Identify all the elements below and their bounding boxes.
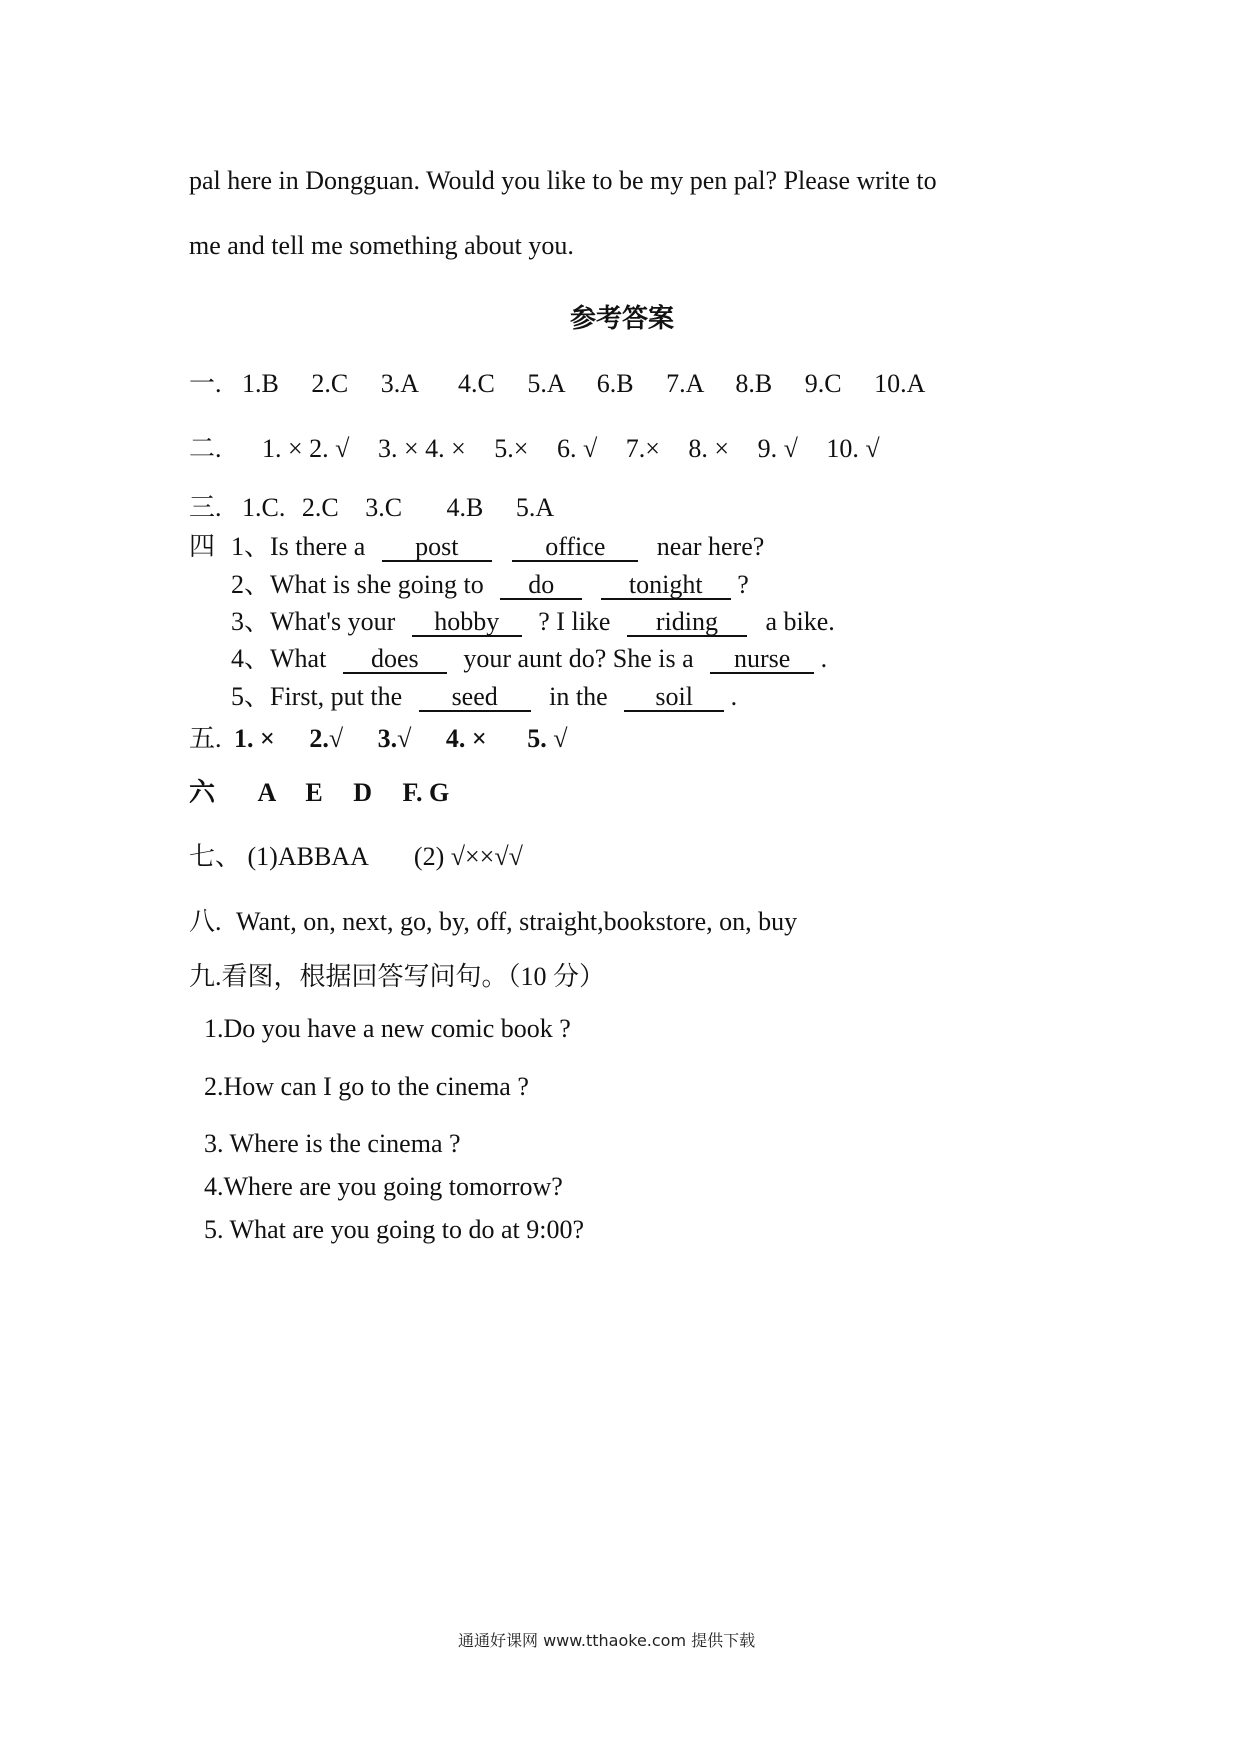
s3-answer: 1.C. [242,493,286,522]
section-6-number: 六 [189,778,216,807]
s4-q4-end: . [820,644,828,673]
s4-q2-blank-2: tonight [601,571,731,600]
s1-answer: 5.A [527,369,565,398]
s9-answer: 5. What are you going to do at 9:00? [204,1215,585,1244]
section-3-number: 三. [189,493,222,522]
s6-answer: A [257,778,275,807]
s9-answer: 2.How can I go to the cinema ? [204,1072,529,1101]
section-8-row [189,901,797,938]
s5-answer: 1. × [234,724,275,753]
s4-question-1 [231,526,764,563]
s1-answer: 6.B [596,369,634,398]
s4-q3-middle: ? I like [538,607,611,636]
s9-answer: 1.Do you have a new comic book ? [204,1014,571,1043]
s4-q4-blank-1: does [343,645,447,674]
s5-answer: 4. × [445,724,487,753]
s1-answer: 10.A [874,369,926,398]
section-7-number: 七、 [189,842,242,871]
s2-answer: 9. √ [757,434,798,463]
s1-answer: 8.B [735,369,773,398]
s2-answer: 8. × [688,434,730,463]
s4-q4-blank-2: nurse [710,645,814,674]
section-6-row [189,772,449,809]
s6-answer: D [353,778,372,807]
page-title: 参考答案 [570,304,675,334]
s4-question-2 [231,564,749,601]
s4-q2-end: ? [737,570,749,599]
intro-line-1: pal here in Dongguan. Would you like to be my pen pal? Please write to [189,166,937,195]
s4-q5-middle: in the [549,682,608,711]
section-2-row [189,428,880,465]
s3-answer: 3.C [365,493,403,522]
s7-part-1: (1)ABBAA [247,842,368,871]
s2-answer: 5.× [494,434,529,463]
s1-answer: 7.A [666,369,703,398]
s4-q5-blank-1: seed [419,683,531,712]
s2-answer: 3. × 4. × [377,434,466,463]
s2-answer: 7.× [625,434,660,463]
section-1-row [189,363,925,400]
s4-question-3 [231,601,835,638]
s3-answer: 2.C [301,493,339,522]
s3-answer: 5.A [515,493,555,522]
s2-answer: 6. √ [556,434,598,463]
s4-q4-text: 4、What [231,644,327,673]
section-1-number: 一. [189,369,222,398]
s7-part-2: (2) √××√√ [413,842,523,871]
s4-q2-text: 2、What is she going to [231,570,484,599]
section-2-number: 二. [189,434,222,463]
section-5-row [189,718,568,755]
intro-line-2: me and tell me something about you. [189,231,574,260]
s4-q1-end: near here? [656,532,765,561]
section-8-number: 八. [189,907,222,936]
s4-q5-text: 5、First, put the [231,682,403,711]
s1-answer: 2.C [311,369,349,398]
s4-q1-text: 1、Is there a [231,532,366,561]
s4-q3-blank-1: hobby [412,608,522,637]
s5-answer: 3.√ [377,724,412,753]
s4-question-5 [231,676,737,713]
s8-answer-text: Want, on, next, go, by, off, straight,bookstore, on, buy [236,907,798,936]
s1-answer: 4.C [458,369,495,398]
s2-answer: 10. √ [826,434,880,463]
s4-q3-end: a bike. [765,607,835,636]
section-4-number: 四 [189,532,216,561]
s3-answer: 4.B [446,493,484,522]
s4-q4-middle: your aunt do? She is a [463,644,694,673]
s6-answer: F. G [402,778,450,807]
s4-q5-end: . [730,682,738,711]
s1-answer: 1.B [242,369,279,398]
s1-answer: 3.A [380,369,418,398]
s4-q1-blank-1: post [382,533,492,562]
s2-answer: 1. × 2. √ [262,434,350,463]
s4-question-4 [231,638,827,675]
s4-q3-text: 3、What's your [231,607,396,636]
s4-q3-blank-2: riding [627,608,747,637]
s4-q1-blank-2: office [512,533,638,562]
section-3-row [189,487,554,524]
s4-q2-blank-1: do [500,571,582,600]
section-7-row [189,836,523,873]
section-9-heading: 九.看图，根据回答写问句。（10 分） [189,962,606,991]
s9-answer: 4.Where are you going tomorrow? [204,1172,563,1201]
section-5-number: 五. [189,724,222,753]
s5-answer: 2.√ [309,724,344,753]
page-footer: 通通好课网 www.tthaoke.com 提供下载 [458,1631,756,1650]
s4-q5-blank-2: soil [624,683,724,712]
s5-answer: 5. √ [527,724,568,753]
s1-answer: 9.C [804,369,842,398]
s6-answer: E [305,778,323,807]
s9-answer: 3. Where is the cinema ? [204,1129,461,1158]
